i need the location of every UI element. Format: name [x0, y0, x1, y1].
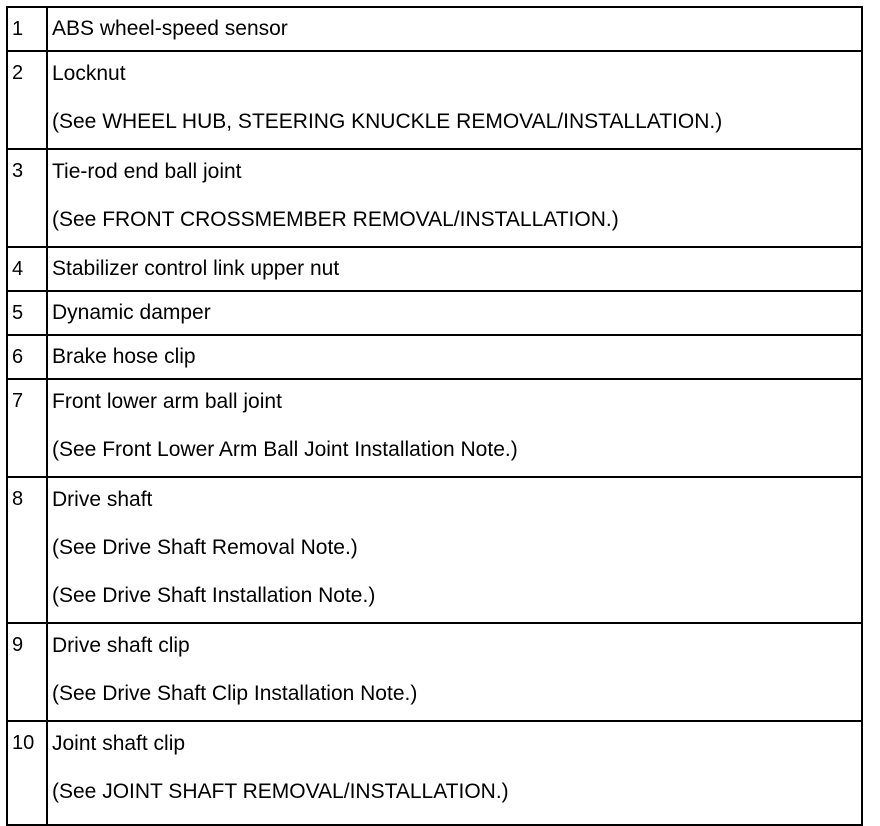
item-reference: (See JOINT SHAFT REMOVAL/INSTALLATION.) — [52, 780, 509, 803]
item-description — [47, 291, 862, 335]
item-description — [47, 7, 862, 51]
item-name: Front lower arm ball joint — [52, 390, 282, 413]
item-number: 1 — [7, 7, 47, 51]
item-reference: (See Drive Shaft Installation Note.) — [52, 584, 376, 607]
item-reference: (See Drive Shaft Clip Installation Note.) — [52, 682, 418, 705]
item-reference: (See WHEEL HUB, STEERING KNUCKLE REMOVAL/INSTALLATION.) — [52, 110, 723, 133]
item-number: 6 — [7, 335, 47, 379]
table-row — [7, 51, 862, 149]
item-number: 10 — [7, 721, 47, 825]
item-number: 4 — [7, 247, 47, 291]
item-description — [47, 477, 862, 623]
parts-table — [6, 6, 863, 826]
item-description — [47, 379, 862, 477]
item-description — [47, 623, 862, 721]
item-number: 5 — [7, 291, 47, 335]
item-description — [47, 335, 862, 379]
table-row — [7, 721, 862, 825]
item-name: Drive shaft clip — [52, 634, 190, 657]
item-reference: (See Drive Shaft Removal Note.) — [52, 536, 358, 559]
item-number: 2 — [7, 51, 47, 149]
item-name: Brake hose clip — [52, 345, 196, 368]
table-row — [7, 623, 862, 721]
item-description — [47, 51, 862, 149]
item-reference: (See Front Lower Arm Ball Joint Installation Note.) — [52, 438, 518, 461]
table-row — [7, 247, 862, 291]
item-name: Joint shaft clip — [52, 732, 186, 755]
item-name: Drive shaft — [52, 488, 153, 511]
item-name: Locknut — [52, 62, 126, 85]
table-row — [7, 291, 862, 335]
item-name: Dynamic damper — [52, 301, 211, 324]
item-reference: (See FRONT CROSSMEMBER REMOVAL/INSTALLATION.) — [52, 208, 619, 231]
item-description — [47, 247, 862, 291]
item-name: Tie-rod end ball joint — [52, 160, 242, 183]
item-number: 7 — [7, 379, 47, 477]
item-name: ABS wheel-speed sensor — [52, 17, 288, 40]
item-number: 8 — [7, 477, 47, 623]
item-name: Stabilizer control link upper nut — [52, 257, 340, 280]
item-number: 9 — [7, 623, 47, 721]
item-description — [47, 149, 862, 247]
item-description — [47, 721, 862, 825]
table-row — [7, 7, 862, 51]
table-row — [7, 379, 862, 477]
table-row — [7, 477, 862, 623]
table-row — [7, 149, 862, 247]
table-row — [7, 335, 862, 379]
item-number: 3 — [7, 149, 47, 247]
